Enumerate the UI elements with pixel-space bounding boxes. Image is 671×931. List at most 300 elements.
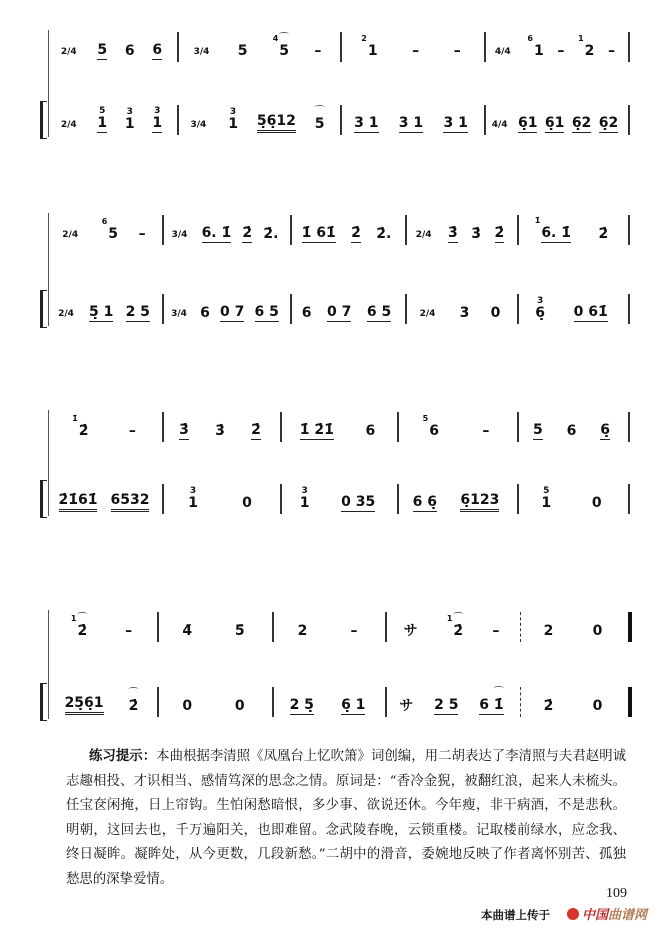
measure-lower: [181, 103, 334, 133]
note: [518, 115, 537, 133]
note: [367, 304, 391, 322]
note: [600, 422, 610, 440]
grace-note: 1̇: [72, 414, 78, 423]
note: [454, 43, 461, 60]
measure-upper: [166, 410, 274, 440]
note: [557, 43, 564, 60]
note-text: –: [128, 423, 136, 439]
note: [448, 225, 458, 243]
note-text: 0: [234, 698, 245, 714]
system-connector: [48, 213, 49, 326]
note: [152, 106, 163, 133]
note-text: 3̇: [215, 423, 225, 439]
note: [111, 492, 150, 512]
note-text: –: [482, 423, 490, 439]
note-text: 1: [97, 115, 108, 131]
bar-line: [162, 484, 164, 514]
measure-upper: [52, 30, 171, 60]
measure-upper: [524, 610, 622, 640]
note: [202, 225, 232, 243]
system-connector: [48, 610, 49, 719]
note-text: 6: [124, 43, 135, 59]
note: [72, 414, 89, 440]
grace-note: 1: [70, 614, 77, 623]
note: [350, 623, 357, 640]
note-text: 2: [543, 623, 554, 639]
note-text: 2̇: [77, 623, 88, 639]
measure-lower: [276, 685, 379, 715]
bar-line: [177, 105, 179, 135]
bar-line: [397, 484, 399, 514]
practice-note-text: 本曲根据李清照《凤凰台上忆吹箫》词创编，用二胡表达了李清照与夫君赵明诚志趣相投、才识相当、感情笃深的思念之情。原词是：“香冷金猊，被翻红浪，起来人未梳头。任宝奁闲掩，日上帘钩。生怕闲愁暗恨，多少事、欲说还休。今年瘦，非干病酒，不是悲秋。明朝，这回去也，千万遍阳关，也即难留。念武陵春晚，云锁重楼。记取楼前绿水，应念我、终日凝眸。凝眸处，从今更数，几段新愁。”二胡中的滑音，委婉地反映了作者离怀别苦、孤独愁思的深挚爱情。: [66, 749, 627, 887]
chord-top-note: 3: [301, 486, 308, 496]
note-text: 6. 1̇: [201, 225, 232, 241]
note: [399, 115, 423, 133]
note: [361, 34, 378, 60]
note: [251, 422, 261, 440]
note: [434, 697, 458, 715]
note: [263, 226, 278, 243]
note: [495, 225, 505, 243]
note: [422, 414, 439, 440]
bar-line: [628, 294, 630, 324]
note-text: 0: [182, 698, 193, 714]
measure-lower: [52, 685, 151, 715]
chord-top-note: 3: [537, 296, 544, 306]
bar-line: [340, 105, 342, 135]
note-text: –: [492, 623, 500, 639]
grace-note: 6: [101, 217, 108, 226]
measure-lower: [521, 292, 622, 322]
measure-upper: [344, 30, 478, 60]
note-text: 0 7: [327, 304, 352, 320]
note: [125, 623, 132, 640]
note: [412, 43, 419, 60]
note: [533, 422, 543, 440]
measure-lower: [401, 482, 511, 512]
measure-lower: [524, 685, 622, 715]
measure-upper: [161, 610, 266, 640]
bar-line: [162, 215, 164, 245]
grace-note: 2: [361, 34, 367, 43]
bar-line: [628, 484, 630, 514]
note: [446, 613, 464, 640]
note-text: 6̣1: [517, 115, 538, 131]
bar-line: [290, 294, 292, 324]
note: [535, 296, 546, 322]
note-text: 3 1: [443, 115, 468, 131]
measure-upper: [284, 410, 391, 440]
note-text: 6̣ 1: [341, 697, 366, 713]
note-text: 5: [108, 226, 119, 242]
note: [126, 304, 150, 322]
note: [443, 115, 467, 133]
measure-upper: [166, 213, 284, 243]
note: [541, 486, 552, 512]
note-text: 0: [490, 305, 501, 321]
note: [341, 697, 365, 715]
note-text: 1̇ 2̇1̇: [299, 422, 334, 438]
note: [460, 492, 499, 512]
note: [188, 486, 198, 512]
note-text: 2 5: [125, 304, 150, 320]
note-text: 6. 1̇: [541, 225, 571, 241]
note: [220, 304, 244, 322]
measure-upper: [181, 30, 334, 60]
note: [302, 305, 312, 322]
note-text: 1: [367, 43, 378, 59]
measure-lower: [488, 103, 622, 133]
note: [578, 34, 595, 60]
note-text: 2 5̣: [289, 697, 314, 713]
note-text: 1: [541, 495, 552, 511]
note: [89, 304, 113, 322]
bar-line: [405, 215, 407, 245]
note-text: 6̣2: [598, 115, 619, 131]
note-text: 2 5: [434, 697, 459, 713]
measure-lower: [52, 103, 171, 133]
measure-lower: [284, 482, 391, 512]
note-text: 2̇: [543, 698, 554, 714]
note: [314, 43, 321, 60]
measure-upper: [521, 410, 622, 440]
note-text: 6̣: [600, 422, 611, 438]
note-text: サ: [403, 623, 418, 639]
note-text: 2: [584, 43, 595, 59]
time-signature: 4/4: [491, 120, 508, 130]
bar-line: [280, 412, 282, 442]
chord-top-note: 3: [126, 107, 133, 117]
note: [341, 494, 375, 512]
system-connector: [48, 410, 49, 516]
note-text: 6532: [111, 492, 150, 512]
bar-line: [628, 215, 630, 245]
note-text: 2̇: [78, 423, 89, 439]
note: [599, 115, 618, 133]
note-text: 1̇ 61̇: [301, 225, 336, 241]
note-text: 2̇: [598, 226, 609, 242]
note-text: 6: [365, 423, 376, 439]
note: [97, 42, 107, 60]
note-text: 1: [533, 43, 544, 59]
measure-upper: [294, 213, 399, 243]
note-text: 6̣123: [460, 492, 499, 512]
bar-line: [340, 32, 342, 62]
bar-line: [157, 612, 159, 642]
chord-top-note: 5: [99, 106, 106, 116]
measure-lower: [389, 685, 514, 715]
note-text: 2̇: [128, 698, 139, 714]
note: [128, 688, 139, 715]
note-text: 2̇1̇61̇: [59, 492, 98, 512]
measure-lower: [52, 482, 156, 512]
note-text: –: [453, 43, 461, 59]
note-text: 2̇: [251, 422, 261, 438]
measure-lower: [409, 292, 511, 322]
note: [572, 115, 591, 133]
note: [290, 697, 314, 715]
bar-line: [628, 412, 630, 442]
note-text: –: [125, 623, 133, 639]
bar-line: [628, 105, 630, 135]
logo-text-b: 曲谱网: [608, 908, 648, 923]
note-text: 5: [97, 42, 108, 58]
note: [544, 623, 554, 640]
staff-bracket: [40, 101, 43, 139]
measure-upper: [52, 213, 156, 243]
note: [215, 423, 225, 440]
time-signature: 3/4: [193, 47, 210, 57]
note-text: 5: [237, 43, 248, 59]
measure-lower: [166, 292, 284, 322]
measure-upper: [276, 610, 379, 640]
measure-upper: [521, 213, 622, 243]
note-text: 25̣6̣1: [65, 695, 104, 715]
note: [593, 623, 603, 640]
chord-top-note: 3: [154, 106, 161, 116]
note-text: 0 35: [341, 494, 376, 510]
staff-bracket: [40, 480, 43, 518]
note-text: 1: [228, 116, 238, 132]
note: [179, 422, 189, 440]
grace-note: 5: [422, 414, 429, 423]
note: [365, 423, 375, 440]
note: [139, 226, 146, 243]
measure-upper: [52, 610, 151, 640]
note: [182, 623, 192, 640]
measure-upper: [409, 213, 511, 243]
note-text: 6: [200, 305, 210, 321]
note: [608, 43, 615, 60]
note-text: 1: [299, 495, 310, 511]
note-text: 5: [314, 116, 325, 132]
fermata-icon: ⌒: [493, 687, 504, 698]
note-text: 3 1: [354, 115, 379, 131]
note-text: 0: [592, 623, 603, 639]
note: [302, 225, 336, 243]
note: [404, 623, 418, 640]
final-bar-line: [628, 687, 632, 717]
chord-top-note: 3: [229, 107, 237, 117]
note: [200, 305, 210, 322]
fermata-icon: ⌒: [453, 613, 464, 624]
note-text: 6 6̣: [412, 494, 438, 510]
measure-lower: [52, 292, 156, 322]
note: [101, 217, 119, 243]
logo-text-a: 中国: [582, 908, 609, 923]
site-logo: [567, 904, 647, 923]
note-text: 5̄: [234, 623, 245, 639]
note-text: 6: [429, 423, 439, 439]
chord-top-note: 3: [189, 486, 197, 496]
note: [376, 226, 391, 243]
note-text: 1: [152, 115, 163, 131]
measure-upper: [389, 610, 514, 640]
note-text: –: [608, 43, 616, 59]
time-signature: 3/4: [190, 120, 207, 130]
note-text: 0: [242, 495, 252, 511]
note-text: –: [138, 226, 146, 242]
fermata-icon: ⌒: [128, 688, 139, 699]
note-text: 2̇: [242, 225, 253, 241]
chord-top-note: 5: [543, 486, 550, 496]
bar-line: [517, 412, 519, 442]
note-text: –: [557, 43, 565, 59]
note-text: 2̇: [453, 623, 464, 639]
note: [235, 698, 245, 715]
fermata-icon: ⌒: [314, 106, 325, 117]
note-text: –: [314, 43, 322, 59]
bar-line: [272, 687, 274, 717]
note-text: 3̇: [448, 225, 458, 241]
note: [598, 226, 608, 243]
note: [65, 695, 104, 715]
note-text: 3 1: [398, 115, 424, 131]
bar-line: [405, 294, 407, 324]
note-text: 6 5: [366, 304, 392, 320]
note-text: 3̇: [179, 422, 189, 438]
bar-line: [385, 687, 387, 717]
note-text: 0: [592, 698, 603, 714]
measure-upper: [52, 410, 156, 440]
staff-bracket: [40, 290, 43, 328]
practice-note: [66, 745, 626, 892]
note-text: 6̣1: [544, 115, 565, 131]
grace-note: 1: [578, 34, 584, 43]
note-text: 0: [591, 495, 602, 511]
uploaded-on-label: 本曲谱上传于: [481, 908, 550, 922]
note-text: 5: [532, 422, 543, 438]
note: [238, 43, 248, 60]
bar-line: [157, 687, 159, 717]
note: [479, 687, 504, 715]
note-text: 4̄: [182, 623, 193, 639]
bar-line: [517, 484, 519, 514]
note: [354, 115, 378, 133]
measure-lower: [166, 482, 274, 512]
note-text: 0 7: [219, 304, 245, 320]
note: [574, 304, 608, 322]
fermata-icon: ⌒: [77, 613, 88, 624]
note: [242, 495, 252, 512]
bar-line: [280, 484, 282, 514]
grace-note: 4: [272, 34, 279, 43]
bar-line: [517, 215, 519, 245]
note: [235, 623, 245, 640]
note-text: 6: [566, 423, 577, 439]
fermata-icon: ⌒: [279, 33, 290, 44]
note: [327, 304, 351, 322]
note: [125, 43, 135, 60]
grace-note: 6: [527, 34, 533, 43]
staff-bracket: [40, 683, 43, 721]
time-signature: 2/4: [60, 120, 77, 130]
note: [272, 33, 290, 60]
note: [592, 495, 602, 512]
note-text: 5̣ 1: [89, 304, 114, 320]
measure-lower: [344, 103, 478, 133]
bar-line: [517, 294, 519, 324]
bar-line: [397, 412, 399, 442]
note-text: 6̣: [535, 305, 546, 321]
note-text: 6: [301, 305, 312, 321]
time-signature: 2/4: [415, 230, 432, 240]
grace-note: 1̇: [534, 216, 541, 225]
note: [228, 107, 238, 133]
bar-line: [272, 612, 274, 642]
note-text: 6 1̇: [479, 697, 504, 713]
note: [351, 225, 361, 243]
time-signature: 2/4: [60, 47, 77, 57]
note-text: 1: [124, 116, 135, 132]
time-signature: 2/4: [62, 230, 79, 240]
bar-line: [520, 687, 521, 717]
note: [492, 623, 499, 640]
time-signature: 2/4: [419, 309, 436, 319]
note: [182, 698, 192, 715]
note-text: –: [350, 623, 358, 639]
note: [460, 305, 470, 322]
bar-line: [290, 215, 292, 245]
bar-line: [177, 32, 179, 62]
measure-lower: [294, 292, 399, 322]
note-text: 1: [188, 495, 198, 511]
note: [70, 613, 88, 640]
bar-line: [162, 412, 164, 442]
page-number: 109: [606, 886, 627, 901]
note-text: 2̇: [494, 225, 505, 241]
note: [129, 423, 136, 440]
note: [124, 107, 135, 133]
final-bar-line: [628, 612, 632, 642]
time-signature: 3/4: [171, 230, 188, 240]
note-text: –: [412, 43, 420, 59]
note: [255, 304, 279, 322]
note-text: 2: [297, 623, 308, 639]
practice-note-label: 练习提示：: [89, 749, 157, 764]
note-text: 5: [279, 43, 290, 59]
bar-line: [484, 105, 486, 135]
bar-line: [628, 32, 630, 62]
note: [482, 423, 489, 440]
note-text: 6̣2: [571, 115, 592, 131]
note: [527, 34, 544, 60]
note: [242, 225, 252, 243]
note: [298, 623, 308, 640]
bar-line: [484, 32, 486, 62]
note: [152, 42, 162, 60]
note: [545, 115, 564, 133]
note-text: 3̇: [471, 226, 482, 242]
bar-line: [162, 294, 164, 324]
note: [471, 226, 481, 243]
system-connector: [48, 30, 49, 137]
note-text: 3: [459, 305, 470, 321]
note: [593, 698, 603, 715]
note: [97, 106, 108, 133]
measure-lower: [161, 685, 266, 715]
time-signature: 4/4: [494, 47, 511, 57]
note-text: 2̇: [351, 225, 361, 241]
grace-note: 1: [446, 614, 453, 623]
logo-mark-icon: [567, 908, 579, 920]
note: [257, 113, 296, 133]
bar-line: [385, 612, 387, 642]
note-text: 2̇.: [263, 226, 279, 242]
note-text: 2̇.: [376, 226, 392, 242]
note: [314, 106, 325, 133]
time-signature: 2/4: [58, 309, 74, 319]
